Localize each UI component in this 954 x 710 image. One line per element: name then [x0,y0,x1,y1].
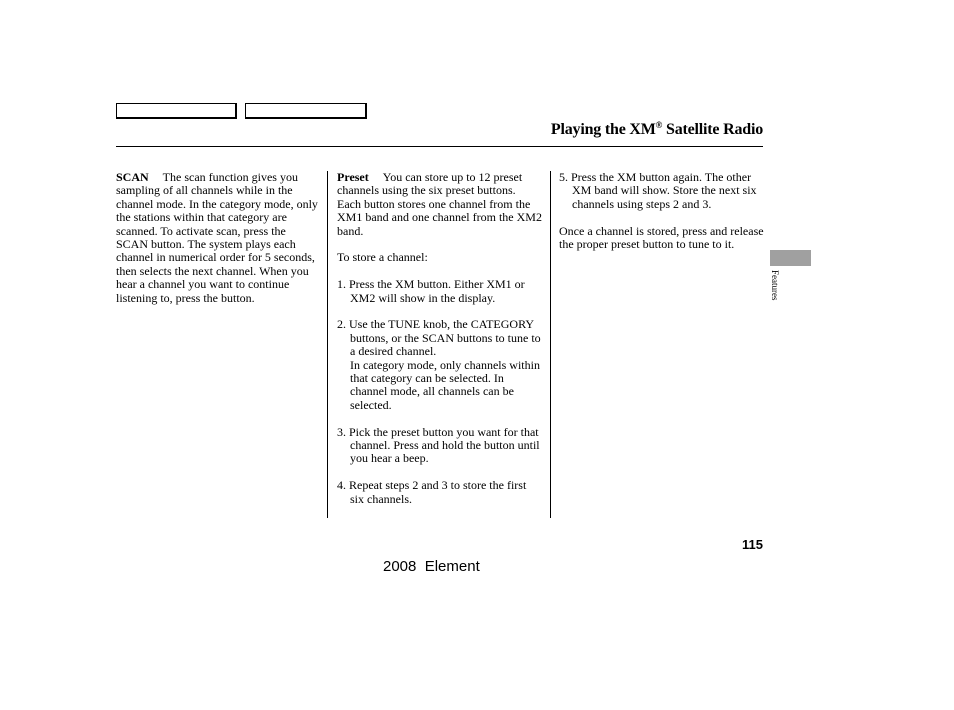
title-main: Playing the XM [550,121,656,138]
section-label: Features [770,270,780,301]
column-preset [337,171,542,519]
once-stored-text: Once a channel is stored, press and release the proper preset button to tune to it. [559,223,764,252]
step-3: 3. Pick the preset button you want for that channel. Press and hold the button until you hear a beep. [337,424,540,466]
column-divider-1 [327,171,328,518]
step-4: 4. Repeat steps 2 and 3 to store the first six channels. [337,478,527,506]
preset-heading: Preset [337,170,369,184]
title-rule [116,146,763,147]
step-5: 5. Press the XM button again. The other XM band will show. Store the next six channels using steps 2 and 3. [559,170,757,211]
scan-heading: SCAN [116,170,149,184]
nav-button-2[interactable] [245,103,367,119]
page-title [440,120,763,139]
page-number: 115 [742,537,763,552]
column-continued [559,171,764,265]
registered-mark: ® [655,120,663,130]
title-rest: Satellite Radio [662,121,763,138]
column-scan [116,171,320,318]
section-tab [770,250,811,266]
step-2-text: 2. Use the TUNE knob, the CATEGORY buttons, or the SCAN buttons to tune to a desired channel. [337,317,541,359]
nav-button-1[interactable] [116,103,237,119]
preset-paragraph [337,171,542,238]
step-2 [337,318,542,358]
scan-paragraph [116,171,320,305]
footer-text: 2008 Element [383,558,480,575]
preset-text: You can store up to 12 preset channels using the six preset buttons. Each button stores one channel from the XM1 band and one channel from the XM2 band. [337,170,542,238]
step-2-note: In category mode, only channels within that category can be selected. In channel mode, all channels can be selected. [350,357,540,412]
to-store-text: To store a channel: [337,250,428,265]
column-divider-2 [550,171,551,518]
scan-text: The scan function gives you sampling of all channels while in the channel mode. In the category mode, only the stations within that category are scanned. To activate scan, press the SCAN button. The system plays each channel in numerical order for 5 seconds, then selects the next channel. When you hear a channel you want to continue listening to, press the button. [116,170,318,305]
step-1: 1. Press the XM button. Either XM1 or XM2 will show in the display. [337,277,525,305]
